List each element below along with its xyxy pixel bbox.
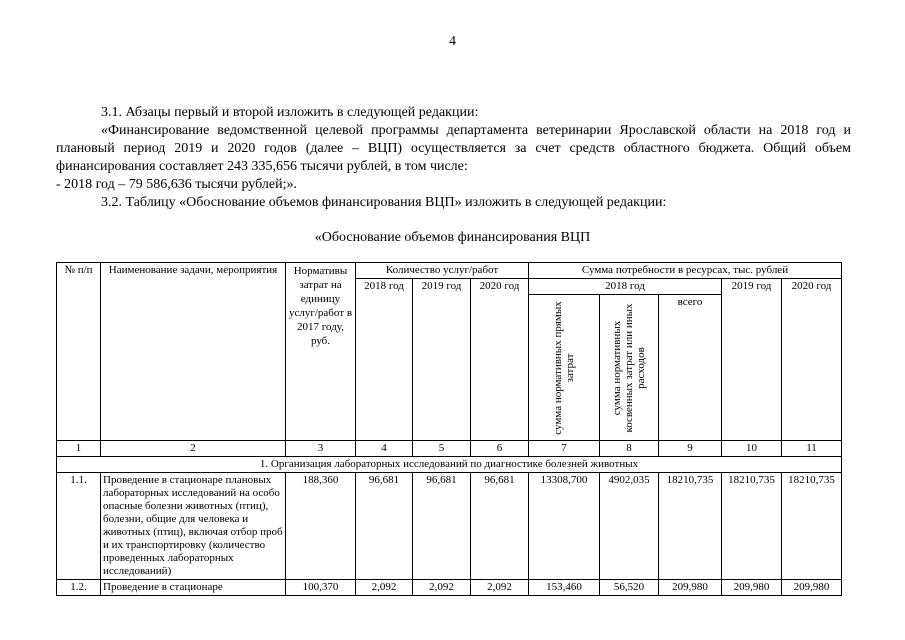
col-number: 5 [413,441,471,457]
cell-indirect: 56,520 [600,580,659,596]
col-number: 6 [471,441,529,457]
header-num: № п/п [57,263,101,441]
header-qty-2020: 2020 год [471,279,529,441]
col-number: 1 [57,441,101,457]
cell-qty-2020: 2,092 [471,580,529,596]
header-indirect-cell [600,295,659,441]
header-qty: Количество услуг/работ [356,263,529,279]
cell-sum-2019: 209,980 [722,580,782,596]
paragraph-3-2: 3.2. Таблицу «Обоснование объемов финансирования ВЦП» изложить в следующей редакции: [101,195,667,210]
cell-indirect: 4902,035 [600,473,659,580]
cell-total: 209,980 [659,580,722,596]
cell-direct: 13308,700 [529,473,600,580]
header-total: всего [659,295,722,441]
cell-sum-2020: 209,980 [782,580,842,596]
cell-sum-2020: 18210,735 [782,473,842,580]
col-number: 2 [101,441,286,457]
table-row [57,580,842,596]
header-sum-2018: 2018 год [529,279,722,295]
col-number: 7 [529,441,600,457]
cell-qty-2019: 2,092 [413,580,471,596]
header-name: Наименование задачи, мероприятия [101,263,286,441]
cell-name: Проведение в стационаре плановых лабораторных исследований на особо опасные болезни животных (птиц), болезни, общие для человека и животных (птиц), включая отбор проб и их транспортировку (количество проведенных лабораторных исследований) [101,473,286,580]
cell-num: 1.1. [57,473,101,580]
header-sum: Сумма потребности в ресурсах, тыс. рублей [529,263,842,279]
col-number: 8 [600,441,659,457]
cell-sum-2019: 18210,735 [722,473,782,580]
cell-qty-2018: 96,681 [356,473,413,580]
header-sum-2019: 2019 год [722,279,782,441]
cell-qty-2020: 96,681 [471,473,529,580]
cell-direct: 153,460 [529,580,600,596]
body-text [56,104,851,212]
section-row [57,457,842,473]
col-number: 9 [659,441,722,457]
financing-table [56,262,842,596]
header-qty-2018: 2018 год [356,279,413,441]
header-qty-2019: 2019 год [413,279,471,441]
header-indirect: сумма нормативных косвенных затрат или иных расходов [611,302,647,433]
header-direct-cell [529,295,600,441]
header-direct: сумма нормативных прямых затрат [552,300,576,435]
cell-qty-2019: 96,681 [413,473,471,580]
cell-norm: 188,360 [286,473,356,580]
col-number: 3 [286,441,356,457]
col-number: 10 [722,441,782,457]
header-row-1 [57,263,842,279]
header-sum-2020: 2020 год [782,279,842,441]
section-title: 1. Организация лабораторных исследований по диагностике болезней животных [57,457,842,473]
cell-norm: 100,370 [286,580,356,596]
page-number: 4 [449,34,456,49]
cell-num: 1.2. [57,580,101,596]
cell-name: Проведение в стационаре [101,580,286,596]
table-row [57,473,842,580]
header-norm: Нормативы затрат на единицу услуг/работ в 2017 году, руб. [286,263,356,441]
cell-qty-2018: 2,092 [356,580,413,596]
column-numbers-row [57,441,842,457]
paragraph-financing: «Финансирование ведомственной целевой программы департамента ветеринарии Ярославской области на 2018 год и плановый период 2019 и 2020 годов (далее – ВЦП) осуществляется за счет средств областного бюджета. Общий объем финансирования составляет 243 335,656 тысячи рублей, в том числе: [56,123,851,174]
paragraph-3-1: 3.1. Абзацы первый и второй изложить в следующей редакции: [101,105,479,120]
table-title: «Обоснование объемов финансирования ВЦП [314,230,591,245]
paragraph-2018: - 2018 год – 79 586,636 тысячи рублей;». [56,177,297,192]
cell-total: 18210,735 [659,473,722,580]
col-number: 4 [356,441,413,457]
col-number: 11 [782,441,842,457]
